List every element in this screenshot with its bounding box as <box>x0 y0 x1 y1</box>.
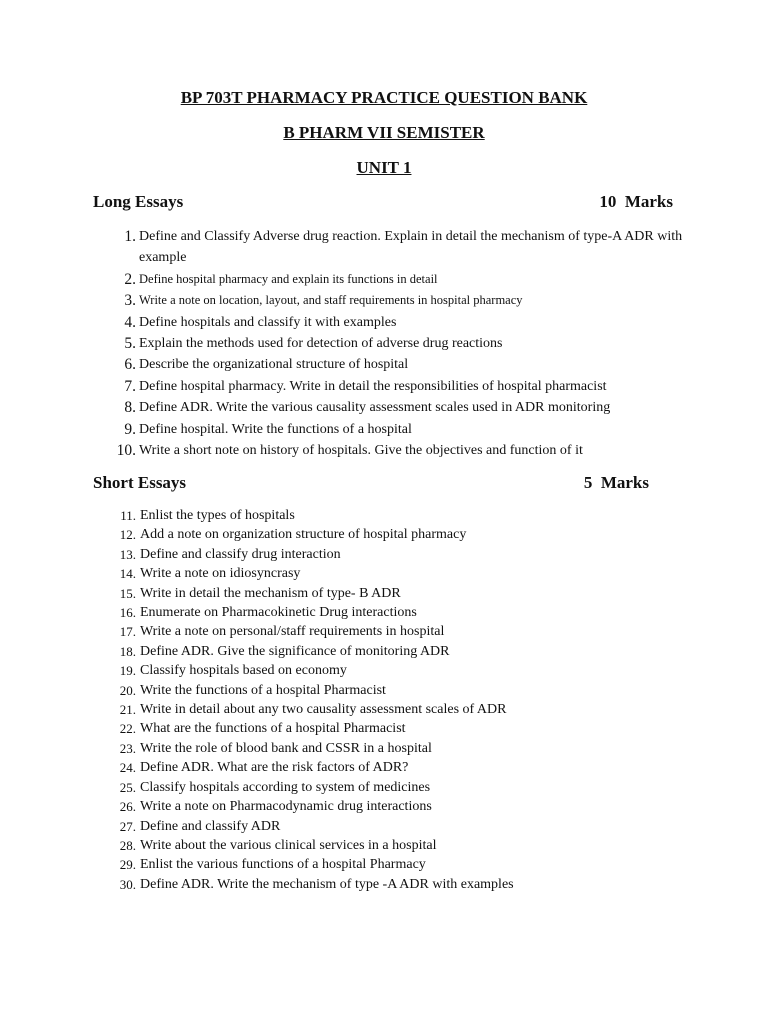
item-text: Define ADR. Write the mechanism of type -A ADR with examples <box>140 876 514 892</box>
list-item <box>100 855 660 874</box>
item-number: 26. <box>119 799 136 815</box>
item-text: Define hospital pharmacy and explain its functions in detail <box>139 271 438 286</box>
list-item <box>100 681 660 700</box>
short-essays-header <box>93 473 649 493</box>
item-number: 7. <box>124 377 136 395</box>
item-text: Write the role of blood bank and CSSR in a hospital <box>140 740 432 756</box>
list-item <box>100 525 660 544</box>
item-number: 14. <box>119 566 136 582</box>
item-text: Describe the organizational structure of hospital <box>139 357 409 373</box>
item-number: 5. <box>124 335 136 353</box>
item-text: Classify hospitals based on economy <box>140 663 347 679</box>
item-text: Define ADR. What are the risk factors of ADR? <box>140 760 409 776</box>
list-item <box>93 226 683 269</box>
list-item <box>100 817 660 836</box>
item-text: Define ADR. Write the various causality assessment scales used in ADR monitoring <box>139 400 611 416</box>
item-number: 25. <box>119 779 136 795</box>
long-essays-marks: 10 Marks <box>599 192 673 211</box>
document-title: BP 703T PHARMACY PRACTICE QUESTION BANK <box>180 88 588 107</box>
list-item <box>100 584 660 603</box>
item-text: Write about the various clinical services in a hospital <box>140 837 437 853</box>
item-number: 4. <box>124 313 136 331</box>
item-number: 20. <box>119 682 136 698</box>
semester-heading: B PHARM VII SEMISTER <box>283 123 485 142</box>
list-item <box>93 419 683 440</box>
long-essays-header <box>93 192 673 212</box>
item-text: What are the functions of a hospital Pharmacist <box>140 721 406 737</box>
item-number: 2. <box>124 270 136 288</box>
list-item <box>93 397 683 418</box>
item-text: Define and classify drug interaction <box>140 546 341 562</box>
item-number: 13. <box>119 546 136 562</box>
item-number: 6. <box>124 356 136 374</box>
item-number: 3. <box>124 292 136 310</box>
item-text: Add a note on organization structure of hospital pharmacy <box>140 527 467 543</box>
list-item <box>93 354 683 375</box>
item-text: Enumerate on Pharmacokinetic Drug interactions <box>140 605 417 621</box>
item-text: Explain the methods used for detection of adverse drug reactions <box>139 336 503 352</box>
item-text: Write a note on idiosyncrasy <box>140 566 301 582</box>
item-text: Define hospital. Write the functions of a hospital <box>139 421 412 437</box>
item-text: Enlist the various functions of a hospital Pharmacy <box>140 857 426 873</box>
item-text: Write a note on personal/staff requirements in hospital <box>140 624 445 640</box>
item-text: Write the functions of a hospital Pharmacist <box>140 682 386 698</box>
list-item <box>100 758 660 777</box>
item-number: 22. <box>119 721 136 737</box>
item-number: 1. <box>124 228 136 245</box>
item-number: 30. <box>119 876 136 892</box>
item-number: 24. <box>119 760 136 776</box>
list-item <box>100 622 660 641</box>
item-number: 19. <box>119 663 136 679</box>
list-item <box>100 875 660 894</box>
list-item <box>100 778 660 797</box>
item-text: Enlist the types of hospitals <box>140 508 295 523</box>
long-essays-label: Long Essays <box>93 192 184 211</box>
item-number: 15. <box>119 585 136 601</box>
item-text: Define hospitals and classify it with examples <box>139 314 397 330</box>
list-item <box>100 564 660 583</box>
item-number: 10. <box>116 442 136 460</box>
item-number: 29. <box>119 857 136 873</box>
list-item <box>100 700 660 719</box>
item-number: 8. <box>124 399 136 417</box>
list-item <box>100 836 660 855</box>
list-item <box>93 333 683 354</box>
list-item <box>100 545 660 564</box>
item-number: 11. <box>120 508 136 523</box>
list-item <box>93 312 683 333</box>
short-essays-list <box>100 506 660 894</box>
list-item <box>100 603 660 622</box>
item-text: Write a note on Pharmacodynamic drug interactions <box>140 799 432 815</box>
item-number: 16. <box>119 605 136 621</box>
item-text: Define and classify ADR <box>140 818 281 834</box>
list-item <box>93 290 683 311</box>
list-item <box>93 376 683 397</box>
short-essays-marks: 5 Marks <box>583 473 649 492</box>
list-item <box>100 739 660 758</box>
item-number: 23. <box>119 740 136 756</box>
long-essays-list <box>93 226 683 461</box>
item-text: Write in detail about any two causality assessment scales of ADR <box>140 702 507 718</box>
item-number: 9. <box>124 420 136 438</box>
item-number: 17. <box>119 624 136 640</box>
list-item <box>100 661 660 680</box>
list-item <box>100 642 660 661</box>
item-text: Write in detail the mechanism of type- B ADR <box>140 585 401 601</box>
item-number: 18. <box>119 643 136 659</box>
list-item <box>93 440 683 461</box>
item-number: 28. <box>119 837 136 853</box>
list-item <box>100 797 660 816</box>
unit-heading: UNIT 1 <box>356 158 412 177</box>
list-item <box>100 506 660 525</box>
item-text: Define ADR. Give the significance of monitoring ADR <box>140 643 450 659</box>
item-text: Write a short note on history of hospitals. Give the objectives and function of it <box>139 443 583 459</box>
item-number: 27. <box>119 818 136 834</box>
item-text: Write a note on location, layout, and staff requirements in hospital pharmacy <box>139 293 523 308</box>
short-essays-label: Short Essays <box>93 473 187 492</box>
item-number: 21. <box>119 702 136 718</box>
list-item <box>100 719 660 738</box>
item-number: 12. <box>119 527 136 543</box>
list-item <box>93 269 683 290</box>
item-text: Define hospital pharmacy. Write in detail the responsibilities of hospital pharmacist <box>139 378 607 394</box>
item-text: Classify hospitals according to system of medicines <box>140 779 431 795</box>
item-text: Define and Classify Adverse drug reaction. Explain in detail the mechanism of type-A ADR with example <box>139 229 683 266</box>
